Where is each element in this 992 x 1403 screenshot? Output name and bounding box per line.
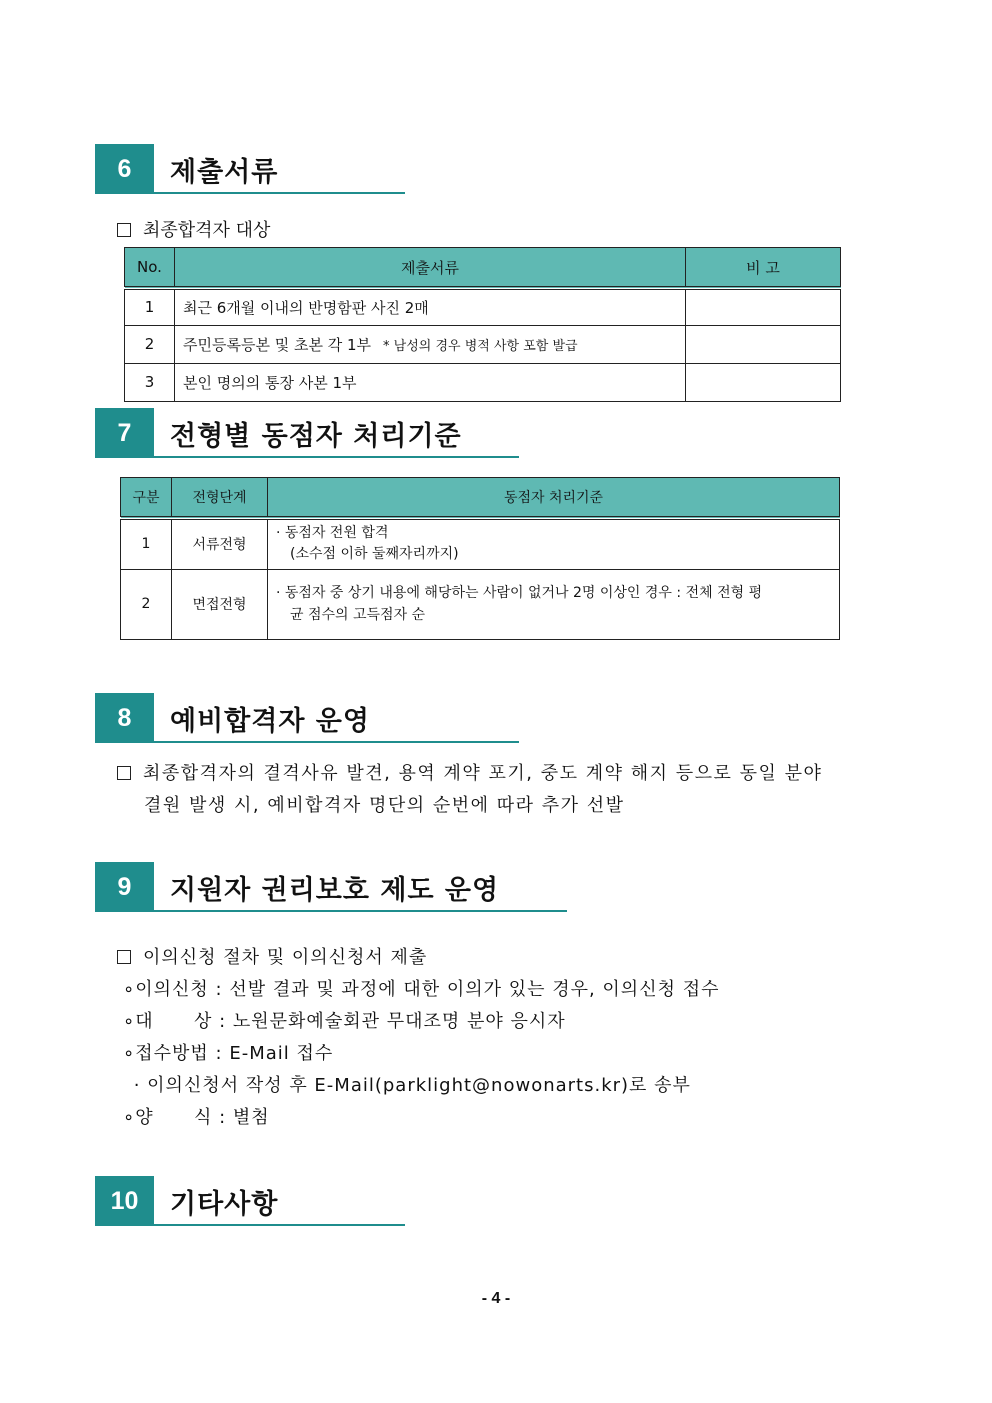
section-number: 9 [95,862,154,912]
rights-item: ∘접수방법 : E-Mail 접수 [123,1043,334,1064]
criteria-line: · 동점자 중 상기 내용에 해당하는 사람이 없거나 2명 이상인 경우 : 전체 전형 평 [276,585,763,601]
checkbox-square-icon [117,223,131,237]
section-8-header [95,693,519,743]
row-remark [686,325,841,363]
reserve-line-2: 결원 발생 시, 예비합격자 명단의 순번에 따라 추가 선발 [144,795,625,816]
row-no: 3 [125,363,175,401]
row-criteria [268,518,840,569]
rights-item: · 이의신청서 작성 후 E-Mail(parklight@nowonarts.kr)로 송부 [127,1075,691,1096]
col-header-remark: 비 고 [686,248,841,289]
tie-rule-table [120,477,840,640]
section-number: 6 [95,144,154,194]
col-header-stage: 전형단계 [172,478,268,519]
col-header-category: 구분 [121,478,172,519]
reserve-line-1 [117,758,897,790]
rights-item: ∘이의신청 : 선발 결과 및 과정에 대한 이의가 있는 경우, 이의신청 접수 [123,979,720,1000]
section-title: 전형별 동점자 처리기준 [170,421,462,452]
section-title: 지원자 권리보호 제도 운영 [170,875,500,906]
row-remark [686,288,841,325]
section-title: 제출서류 [170,157,279,188]
table-header-row [125,248,841,289]
table-header-row [121,478,840,519]
checkbox-square-icon [117,766,131,780]
docs-target [117,216,270,242]
section-6-header [95,144,405,194]
criteria-line: (소수점 이하 둘째자리까지) [290,546,459,563]
row-doc-text: 본인 명의의 통장 사본 1부 [183,373,357,392]
docs-target-text: 최종합격자 대상 [143,220,271,241]
section-number: 10 [95,1176,154,1226]
criteria-line: 균 점수의 고득점자 순 [290,607,426,623]
page-number: - 4 - [481,1290,511,1307]
section-9-header [95,862,567,912]
row-doc-note: * 남성의 경우 병적 사항 포함 발급 [383,338,578,354]
row-no: 2 [121,569,172,639]
col-header-no: No. [125,248,175,289]
section-underline [154,456,519,458]
row-stage: 서류전형 [172,518,268,569]
row-doc-text: 최근 6개월 이내의 반명함판 사진 2매 [183,298,429,317]
reserve-paragraph [117,758,897,822]
table-row [125,325,841,363]
row-no: 1 [125,288,175,325]
section-number: 7 [95,408,154,458]
row-no: 2 [125,325,175,363]
reserve-text-1: 최종합격자의 결격사유 발견, 용역 계약 포기, 중도 계약 해지 등으로 동일 분야 [143,763,823,784]
row-doc [175,288,686,325]
rights-heading [117,942,897,974]
rights-block [117,942,897,1134]
criteria-line: · 동점자 전원 합격 [276,525,389,542]
col-header-criteria: 동점자 처리기준 [268,478,840,519]
section-underline [154,910,567,912]
section-title: 예비합격자 운영 [170,706,370,737]
row-no: 1 [121,518,172,569]
checkbox-square-icon [117,950,131,964]
row-remark [686,363,841,401]
row-doc [175,363,686,401]
section-underline [154,741,519,743]
rights-heading-text: 이의신청 절차 및 이의신청서 제출 [143,947,428,968]
section-7-header [95,408,519,458]
table-row [125,363,841,401]
section-underline [154,1224,405,1226]
documents-table [124,247,841,402]
rights-item: ∘양 식 : 별첨 [123,1107,270,1128]
table-row [121,569,840,639]
row-stage: 면접전형 [172,569,268,639]
table-row [125,288,841,325]
table-row [121,518,840,569]
row-doc-text: 주민등록등본 및 초본 각 1부 [183,335,372,354]
col-header-docs: 제출서류 [175,248,686,289]
rights-item: ∘대 상 : 노원문화예술회관 무대조명 분야 응시자 [123,1011,566,1032]
row-doc [175,325,686,363]
section-10-header [95,1176,405,1226]
section-underline [154,192,405,194]
row-criteria [268,569,840,639]
section-number: 8 [95,693,154,743]
section-title: 기타사항 [170,1189,279,1220]
